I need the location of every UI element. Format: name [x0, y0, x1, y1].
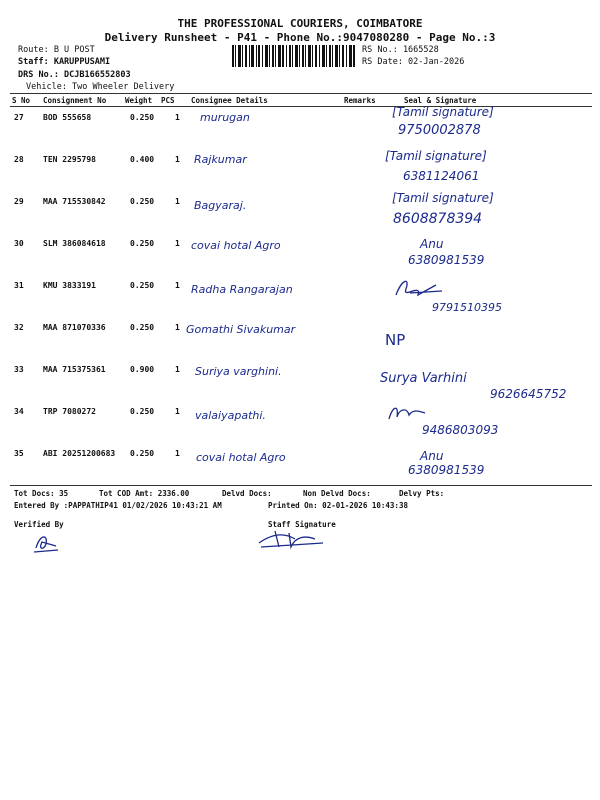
row-pcs: 1 [175, 281, 180, 290]
row-pcs: 1 [175, 155, 180, 164]
consignee-handwriting: Gomathi Sivakumar [186, 323, 296, 336]
row-consignment: MAA 715530842 [43, 197, 106, 206]
row-pcs: 1 [175, 113, 180, 122]
row-consignment: MAA 871070336 [43, 323, 106, 332]
receiver-signature: NP [385, 331, 406, 349]
receiver-signature: [Tamil signature] [392, 105, 494, 119]
row-consignment: BOD 555658 [43, 113, 92, 122]
row-weight: 0.900 [130, 365, 155, 374]
col-weight: Weight [125, 96, 153, 105]
row-weight: 0.250 [130, 449, 155, 458]
row-weight: 0.250 [130, 323, 155, 332]
consignee-handwriting: valaiyapathi. [195, 409, 266, 422]
consignee-handwriting: Bagyaraj. [194, 199, 247, 212]
row-pcs: 1 [175, 449, 180, 458]
runsheet-subtitle: Delivery Runsheet - P41 - Phone No.:9047080280 - Page No.:3 [104, 31, 496, 44]
row-weight: 0.250 [130, 281, 155, 290]
table-row [0, 191, 600, 233]
receiver-phone: 9626645752 [490, 387, 567, 401]
staff-label: Staff: KARUPPUSAMI [18, 57, 111, 67]
receiver-signature: [Tamil signature] [392, 191, 494, 205]
receiver-signature: Surya Varhini [380, 371, 467, 386]
col-pcs: PCS [161, 96, 175, 105]
row-sno: 29 [14, 197, 24, 206]
footer-rule [10, 485, 592, 486]
printed-on: Printed On: 02-01-2026 10:43:38 [268, 501, 408, 510]
row-sno: 31 [14, 281, 24, 290]
table-row [0, 107, 600, 149]
consignee-handwriting: Rajkumar [194, 153, 247, 166]
company-title: THE PROFESSIONAL COURIERS, COIMBATORE [177, 17, 423, 30]
consignee-handwriting: Suriya varghini. [195, 365, 282, 378]
receiver-phone: 8608878394 [393, 211, 483, 227]
row-consignment: SLM 386084618 [43, 239, 106, 248]
receiver-signature-scribble [385, 401, 435, 425]
header-top-rule [10, 93, 592, 94]
table-row [0, 149, 600, 191]
staff-signature-label: Staff Signature [268, 520, 336, 529]
row-sno: 32 [14, 323, 24, 332]
route-label: Route: B U POST [18, 45, 95, 55]
row-sno: 35 [14, 449, 24, 458]
delvd-docs: Delvd Docs: [222, 489, 272, 498]
col-seal-signature: Seal & Signature [404, 96, 477, 105]
col-remarks: Remarks [344, 96, 376, 105]
row-pcs: 1 [175, 323, 180, 332]
table-row [0, 401, 600, 443]
row-weight: 0.250 [130, 113, 155, 122]
table-row [0, 359, 600, 401]
col-consignment: Consignment No [43, 96, 107, 105]
staff-signature [255, 527, 327, 551]
receiver-signature-scribble [392, 275, 452, 303]
receiver-phone: 9750002878 [398, 123, 481, 138]
receiver-signature: Anu [420, 237, 444, 251]
consignee-handwriting: Radha Rangarajan [191, 283, 293, 296]
rs-no-label: RS No.: 1665528 [362, 45, 439, 55]
receiver-phone: 9486803093 [422, 423, 499, 437]
row-consignment: TEN 2295798 [43, 155, 96, 164]
table-row [0, 233, 600, 275]
verified-by-label: Verified By [14, 520, 64, 529]
receiver-phone: 9791510395 [432, 301, 502, 314]
barcode-image [232, 45, 356, 67]
row-pcs: 1 [175, 365, 180, 374]
row-consignment: KMU 3833191 [43, 281, 96, 290]
vehicle-label: Vehicle: Two Wheeler Delivery [26, 82, 175, 92]
table-row [0, 317, 600, 359]
tot-docs: Tot Docs: 35 [14, 489, 69, 498]
receiver-phone: 6380981539 [408, 253, 485, 267]
consignee-handwriting: murugan [200, 111, 250, 124]
row-sno: 33 [14, 365, 24, 374]
row-pcs: 1 [175, 407, 180, 416]
col-sno: S No [12, 96, 31, 105]
row-weight: 0.250 [130, 407, 155, 416]
receiver-signature: [Tamil signature] [385, 149, 487, 163]
table-row [0, 275, 600, 317]
receiver-phone: 6380981539 [408, 463, 485, 477]
receiver-phone: 6381124061 [403, 169, 480, 183]
row-weight: 0.250 [130, 239, 155, 248]
row-weight: 0.400 [130, 155, 155, 164]
row-consignment: TRP 7080272 [43, 407, 96, 416]
row-sno: 30 [14, 239, 24, 248]
row-weight: 0.250 [130, 197, 155, 206]
entered-by: Entered By :PAPPATHIP41 01/02/2026 10:43:21 AM [14, 501, 222, 510]
tot-cod-amt: Tot COD Amt: 2336.00 [99, 489, 190, 498]
receiver-signature: Anu [420, 449, 444, 463]
row-sno: 28 [14, 155, 24, 164]
row-consignment: ABI 20251200683 [43, 449, 116, 458]
verifier-signature [30, 530, 62, 554]
non-delvd-docs: Non Delvd Docs: [303, 489, 371, 498]
col-consignee: Consignee Details [191, 96, 268, 105]
consignee-handwriting: covai hotal Agro [196, 451, 286, 464]
table-row [0, 443, 600, 485]
consignee-handwriting: covai hotal Agro [191, 239, 281, 252]
row-pcs: 1 [175, 197, 180, 206]
row-pcs: 1 [175, 239, 180, 248]
rs-date-label: RS Date: 02-Jan-2026 [362, 57, 465, 67]
row-sno: 27 [14, 113, 24, 122]
row-consignment: MAA 715375361 [43, 365, 106, 374]
drs-no-label: DRS No.: DCJB166552803 [18, 70, 131, 80]
delvy-pts: Delvy Pts: [399, 489, 445, 498]
row-sno: 34 [14, 407, 24, 416]
